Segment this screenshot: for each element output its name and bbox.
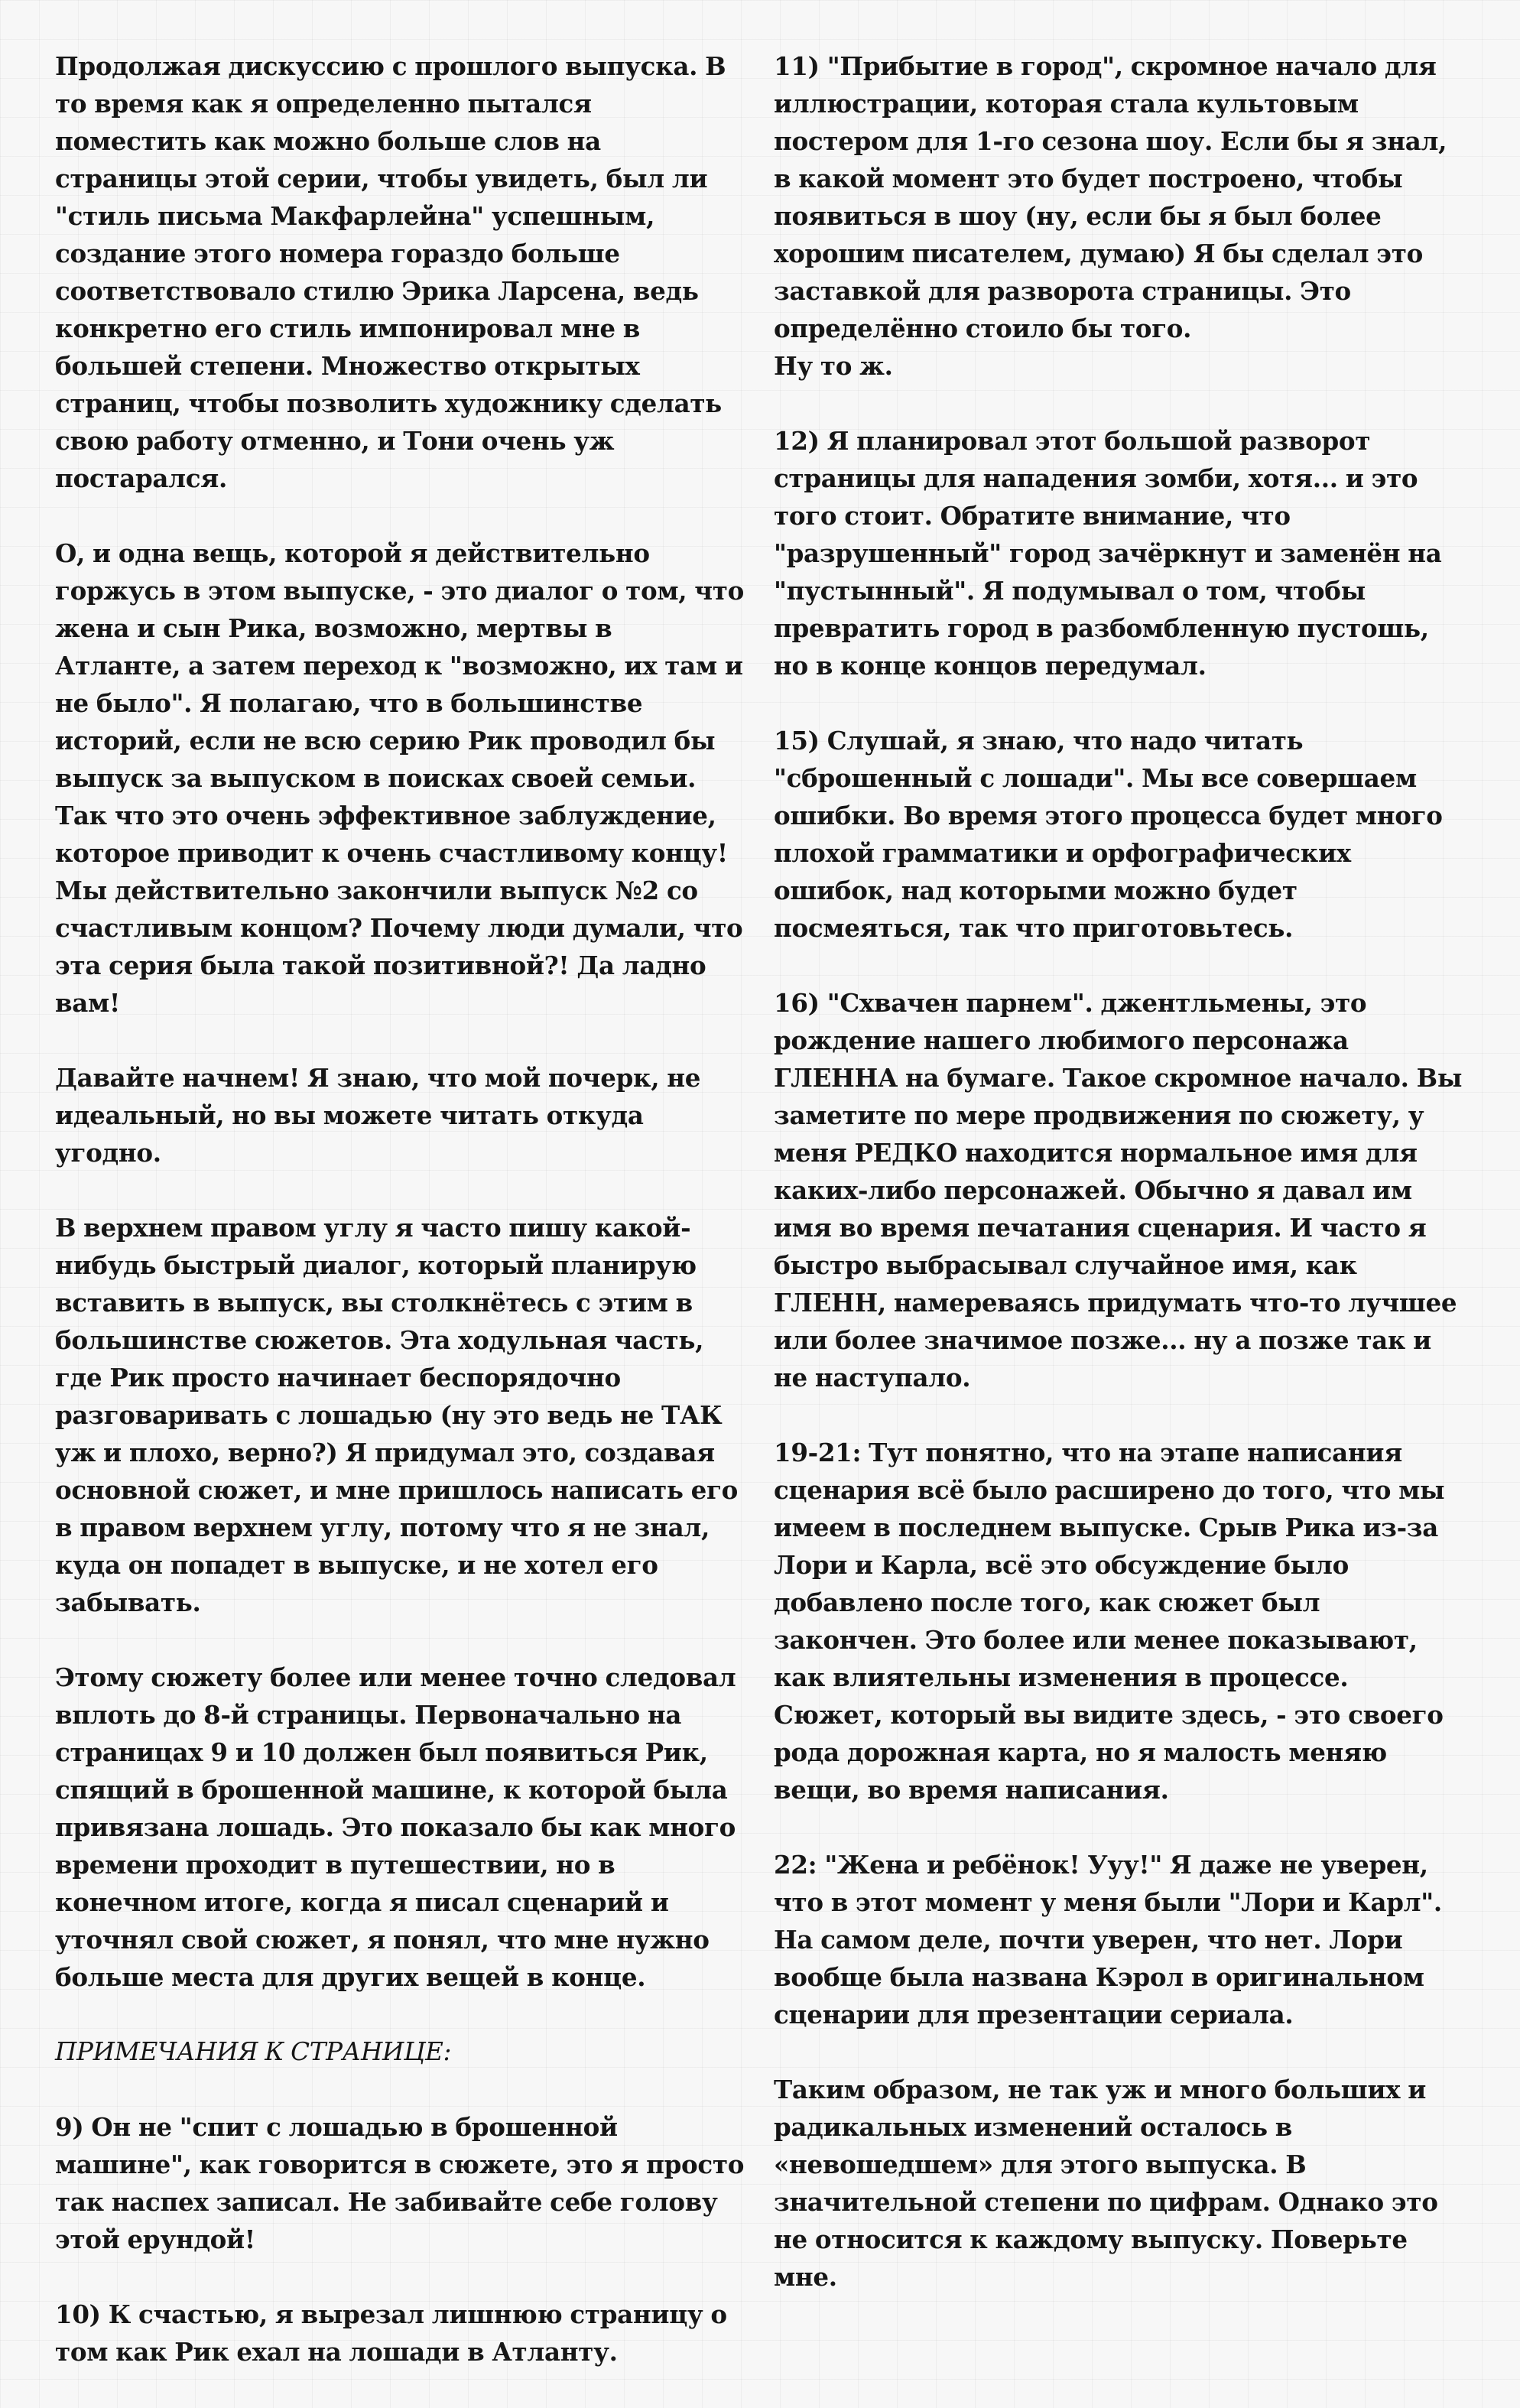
paragraph-intro: Продолжая дискуссию с прошлого выпуска. В то время как я определенно пытался поместить как можно больше слов на страницы этой серии, чтобы увидеть, был ли "стиль письма Макфарлейна" успешным, создание этого номера гораздо больше соответствовало стилю Эрика Ларсена, ведь конкретно его стиль импонировал мне в большей степени. Множество открытых страниц, чтобы позволить художнику сделать свою работу отменно, и Тони очень уж постарался. (55, 51, 726, 493)
left-column (55, 47, 745, 2408)
note-pages-19-21: 19-21: Тут понятно, что на этапе написания сценария всё было расширено до того, что мы имеем в последнем выпуске. Срыв Рика из-за Лори и Карла, всё это обсуждение было добавлено после того, как сюжет был закончен. Это более или менее показывают, как влиятельны изменения в процессе. Сюжет, который вы видите здесь, - это своего рода дорожная карта, но я малость меняю вещи, во время написания. (774, 1438, 1445, 1805)
note-page-22: 22: "Жена и ребёнок! Ууу!" Я даже не уверен, что в этот момент у меня были "Лори и Карл". На самом деле, почти уверен, что нет. Лори вообще была названа Кэрол в оригинальном сценарии для презентации сериала. (774, 1850, 1442, 2029)
right-column (774, 47, 1463, 2333)
note-page-15: 15) Слушай, я знаю, что надо читать "сброшенный с лошади". Мы все совершаем ошибки. Во время этого процесса будет много плохой грамматики и орфографических ошибок, над которыми можно будет посмеяться, так что приготовьтесь. (774, 726, 1443, 943)
note-page-11: 11) "Прибытие в город", скромное начало для иллюстрации, которая стала культовым постером для 1-го сезона шоу. Если бы я знал, в какой момент это будет построено, чтобы появиться в шоу (ну, если бы я был более хорошим писателем, думаю) Я бы сделал это заставкой для разворота страницы. Это определённо стоило бы того. Ну то ж. (774, 51, 1447, 381)
paragraph-dialogue-pride: О, и одна вещь, которой я действительно горжусь в этом выпуске, - это диалог о том, что жена и сын Рика, возможно, мертвы в Атланте, а затем переход к "возможно, их там и не было". Я полагаю, что в большинстве историй, если не всю серию Рик проводил бы выпуск за выпуском в поисках своей семьи. Так что это очень эффективное заблуждение, которое приводит к очень счастливому концу! Мы действительно закончили выпуск №2 со счастливым концом? Почему люди думали, что эта серия была такой позитивной?! Да ладно вам! (55, 538, 745, 1018)
note-page-9: 9) Он не "спит с лошадью в брошенной машине", как говорится в сюжете, это я просто так наспех записал. Не забивайте себе голову этой ерундой! (55, 2112, 745, 2254)
note-page-10: 10) К счастью, я вырезал лишнюю страницу о том как Рик ехал на лошади в Атланту. (55, 2299, 727, 2367)
document-page (55, 47, 1470, 2367)
page-notes-heading: ПРИМЕЧАНИЯ К СТРАНИЦЕ: (55, 2037, 452, 2066)
paragraph-top-right-corner: В верхнем правом углу я часто пишу какой-нибудь быстрый диалог, который планирую вставить в выпуск, вы столкнётесь с этим в большинстве сюжетов. Эта ходульная часть, где Рик просто начинает беспорядочно разговаривать с лошадью (ну это ведь не ТАК уж и плохо, верно?) Я придумал это, создавая основной сюжет, и мне пришлось написать его в правом верхнем углу, потому что я не знал, куда он попадет в выпуске, и не хотел его забывать. (55, 1213, 738, 1617)
note-page-12: 12) Я планировал этот большой разворот страницы для нападения зомби, хотя... и это того стоит. Обратите внимание, что "разрушенный" город зачёркнут и заменён на "пустынный". Я подумывал о том, чтобы превратить город в разбомбленную пустошь, но в конце концов передумал. (774, 426, 1442, 681)
paragraph-handwriting: Давайте начнем! Я знаю, что мой почерк, не идеальный, но вы можете читать откуда угодно. (55, 1063, 701, 1168)
note-page-16: 16) "Схвачен парнем". джентльмены, это рождение нашего любимого персонажа ГЛЕННА на бумаге. Такое скромное начало. Вы заметите по мере продвижения по сюжету, у меня РЕДКО находится нормальное имя для каких-либо персонажей. Обычно я давал им имя во время печатания сценария. И часто я быстро выбрасывал случайное имя, как ГЛЕНН, намереваясь придумать что-то лучшее или более значимое позже... ну а позже так и не наступало. (774, 988, 1463, 1392)
paragraph-plot-followed: Этому сюжету более или менее точно следовал вплоть до 8-й страницы. Первоначально на страницах 9 и 10 должен был появиться Рик, спящий в брошенной машине, к которой была привязана лошадь. Это показало бы как много времени проходит в путешествии, но в конечном итоге, когда я писал сценарий и уточнял свой сюжет, я понял, что мне нужно больше места для других вещей в конце. (55, 1662, 736, 1992)
paragraph-conclusion: Таким образом, не так уж и много больших и радикальных изменений осталось в «невошедшем» для этого выпуска. В значительной степени по цифрам. Однако это не относится к каждому выпуску. Поверьте мне. (774, 2075, 1438, 2292)
